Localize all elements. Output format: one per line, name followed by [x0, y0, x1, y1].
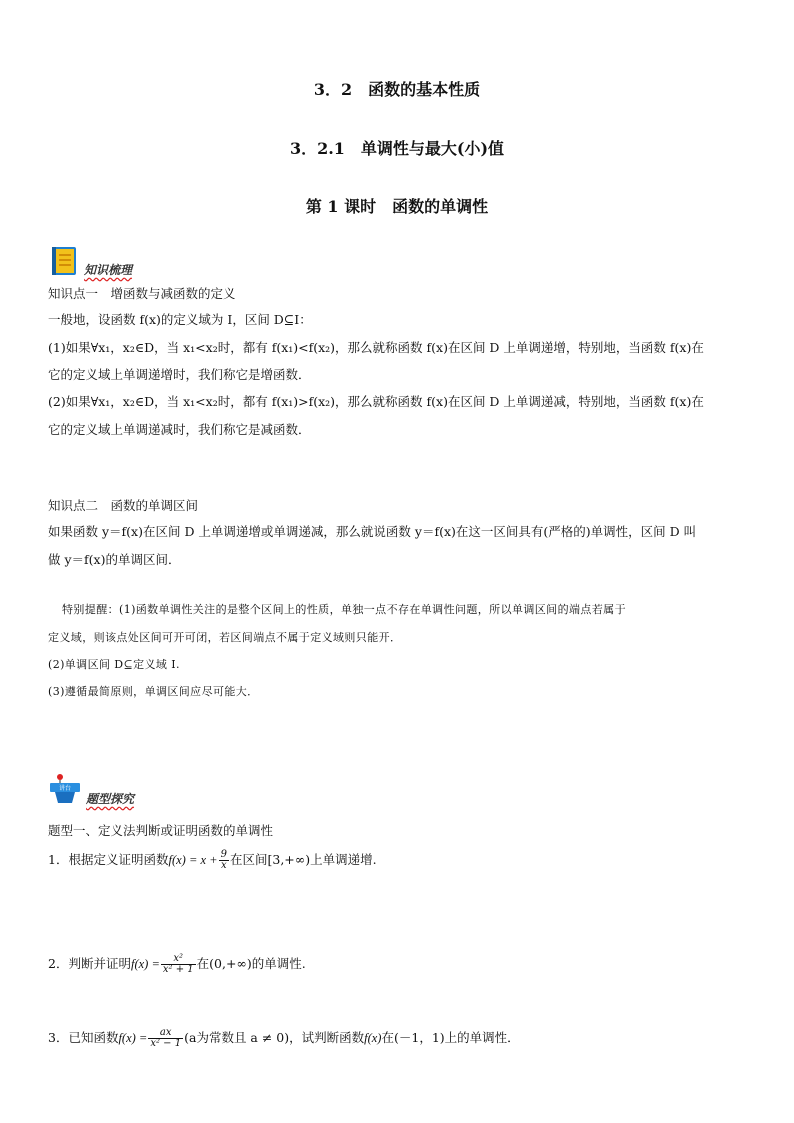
question-type-1-title: 题型一、定义法判断或证明函数的单调性: [48, 823, 274, 838]
podium-icon: [48, 772, 84, 804]
question-2-prefix: 2．判断并证明: [48, 956, 131, 971]
tip-line: 定义域，则该点处区间可开可闭，若区间端点不属于定义域则只能开．: [48, 631, 402, 644]
section-label-knowledge: 知识梳理: [84, 263, 133, 277]
paragraph-line: 一般地，设函数 f(x)的定义域为 I，区间 D⊆I：: [48, 312, 312, 327]
question-1: [48, 846, 377, 874]
question-1-denominator: x: [220, 860, 227, 871]
question-3-function-ref: f(x): [364, 1031, 382, 1045]
paragraph-line: 做 y＝f(x)的单调区间．: [48, 552, 181, 567]
tip-line: (3)遵循最简原则，单调区间应尽可能大．: [48, 685, 259, 698]
question-2-fraction: [161, 954, 196, 975]
question-2: [48, 950, 306, 978]
lesson-title: 第 1 课时 函数的单调性: [305, 197, 489, 216]
question-3-fraction: [148, 1028, 183, 1049]
question-2-suffix: 的单调性.: [251, 956, 306, 971]
question-3-numerator: ax: [148, 1028, 183, 1039]
question-1-numerator: 9: [220, 849, 227, 860]
question-3: [48, 1024, 520, 1052]
question-1-interval: [3,+∞): [267, 852, 311, 867]
notebook-icon: [50, 246, 80, 276]
question-1-mid: 在区间: [229, 852, 268, 867]
question-2-function: f(x) =: [130, 957, 160, 971]
tip-line: 特别提醒：(1)函数单调性关注的是整个区间上的性质，单独一点不存在单调性问题，所以单调区间的端点若属于: [62, 603, 626, 616]
question-2-denominator: x² + 1: [162, 964, 194, 975]
knowledge-point-2-title: 知识点二 函数的单调区间: [48, 498, 199, 513]
paragraph-line: 它的定义域上单调递增时，我们称它是增函数．: [48, 367, 311, 382]
question-3-mid: (a为常数且 a ≠ 0)，试判断函数: [184, 1030, 365, 1045]
question-3-prefix: 3．已知函数: [48, 1030, 119, 1045]
question-2-interval: (0,+∞): [209, 956, 252, 971]
question-2-numerator: x²: [161, 954, 196, 965]
podium-icon-label: 讲台: [58, 785, 72, 792]
chapter-title: 3．2 函数的基本性质: [313, 80, 481, 99]
paragraph-line: (1)如果∀x₁，x₂∈D，当 x₁<x₂时，都有 f(x₁)<f(x₂)，那么就称函数 f(x)在区间 D 上单调递增，特别地，当函数 f(x)在: [48, 340, 704, 355]
question-1-function: f(x) = x +: [168, 853, 218, 867]
paragraph-line: (2)如果∀x₁，x₂∈D，当 x₁<x₂时，都有 f(x₁)>f(x₂)，那么就称函数 f(x)在区间 D 上单调递减，特别地，当函数 f(x)在: [48, 394, 704, 409]
tip-line: (2)单调区间 D⊆定义域 I.: [48, 658, 180, 671]
question-1-fraction: [219, 850, 229, 871]
question-3-denominator: x² − 1: [150, 1038, 182, 1049]
section-title: 3．2.1 单调性与最大(小)值: [289, 139, 505, 158]
question-3-suffix: 在(－1，1)上的单调性．: [381, 1030, 520, 1045]
knowledge-point-1-title: 知识点一 增函数与减函数的定义: [48, 286, 236, 301]
paragraph-line: 它的定义域上单调递减时，我们称它是减函数．: [48, 422, 311, 437]
paragraph-line: 如果函数 y＝f(x)在区间 D 上单调递增或单调递减，那么就说函数 y＝f(x)在这一区间具有(严格的)单调性，区间 D 叫: [48, 524, 697, 539]
question-1-suffix: 上单调递增.: [310, 852, 377, 867]
question-2-mid: 在: [196, 956, 210, 971]
question-3-function: f(x) =: [118, 1031, 148, 1045]
section-label-question-types: 题型探究: [86, 792, 135, 806]
question-1-prefix: 1．根据定义证明函数: [48, 852, 169, 867]
